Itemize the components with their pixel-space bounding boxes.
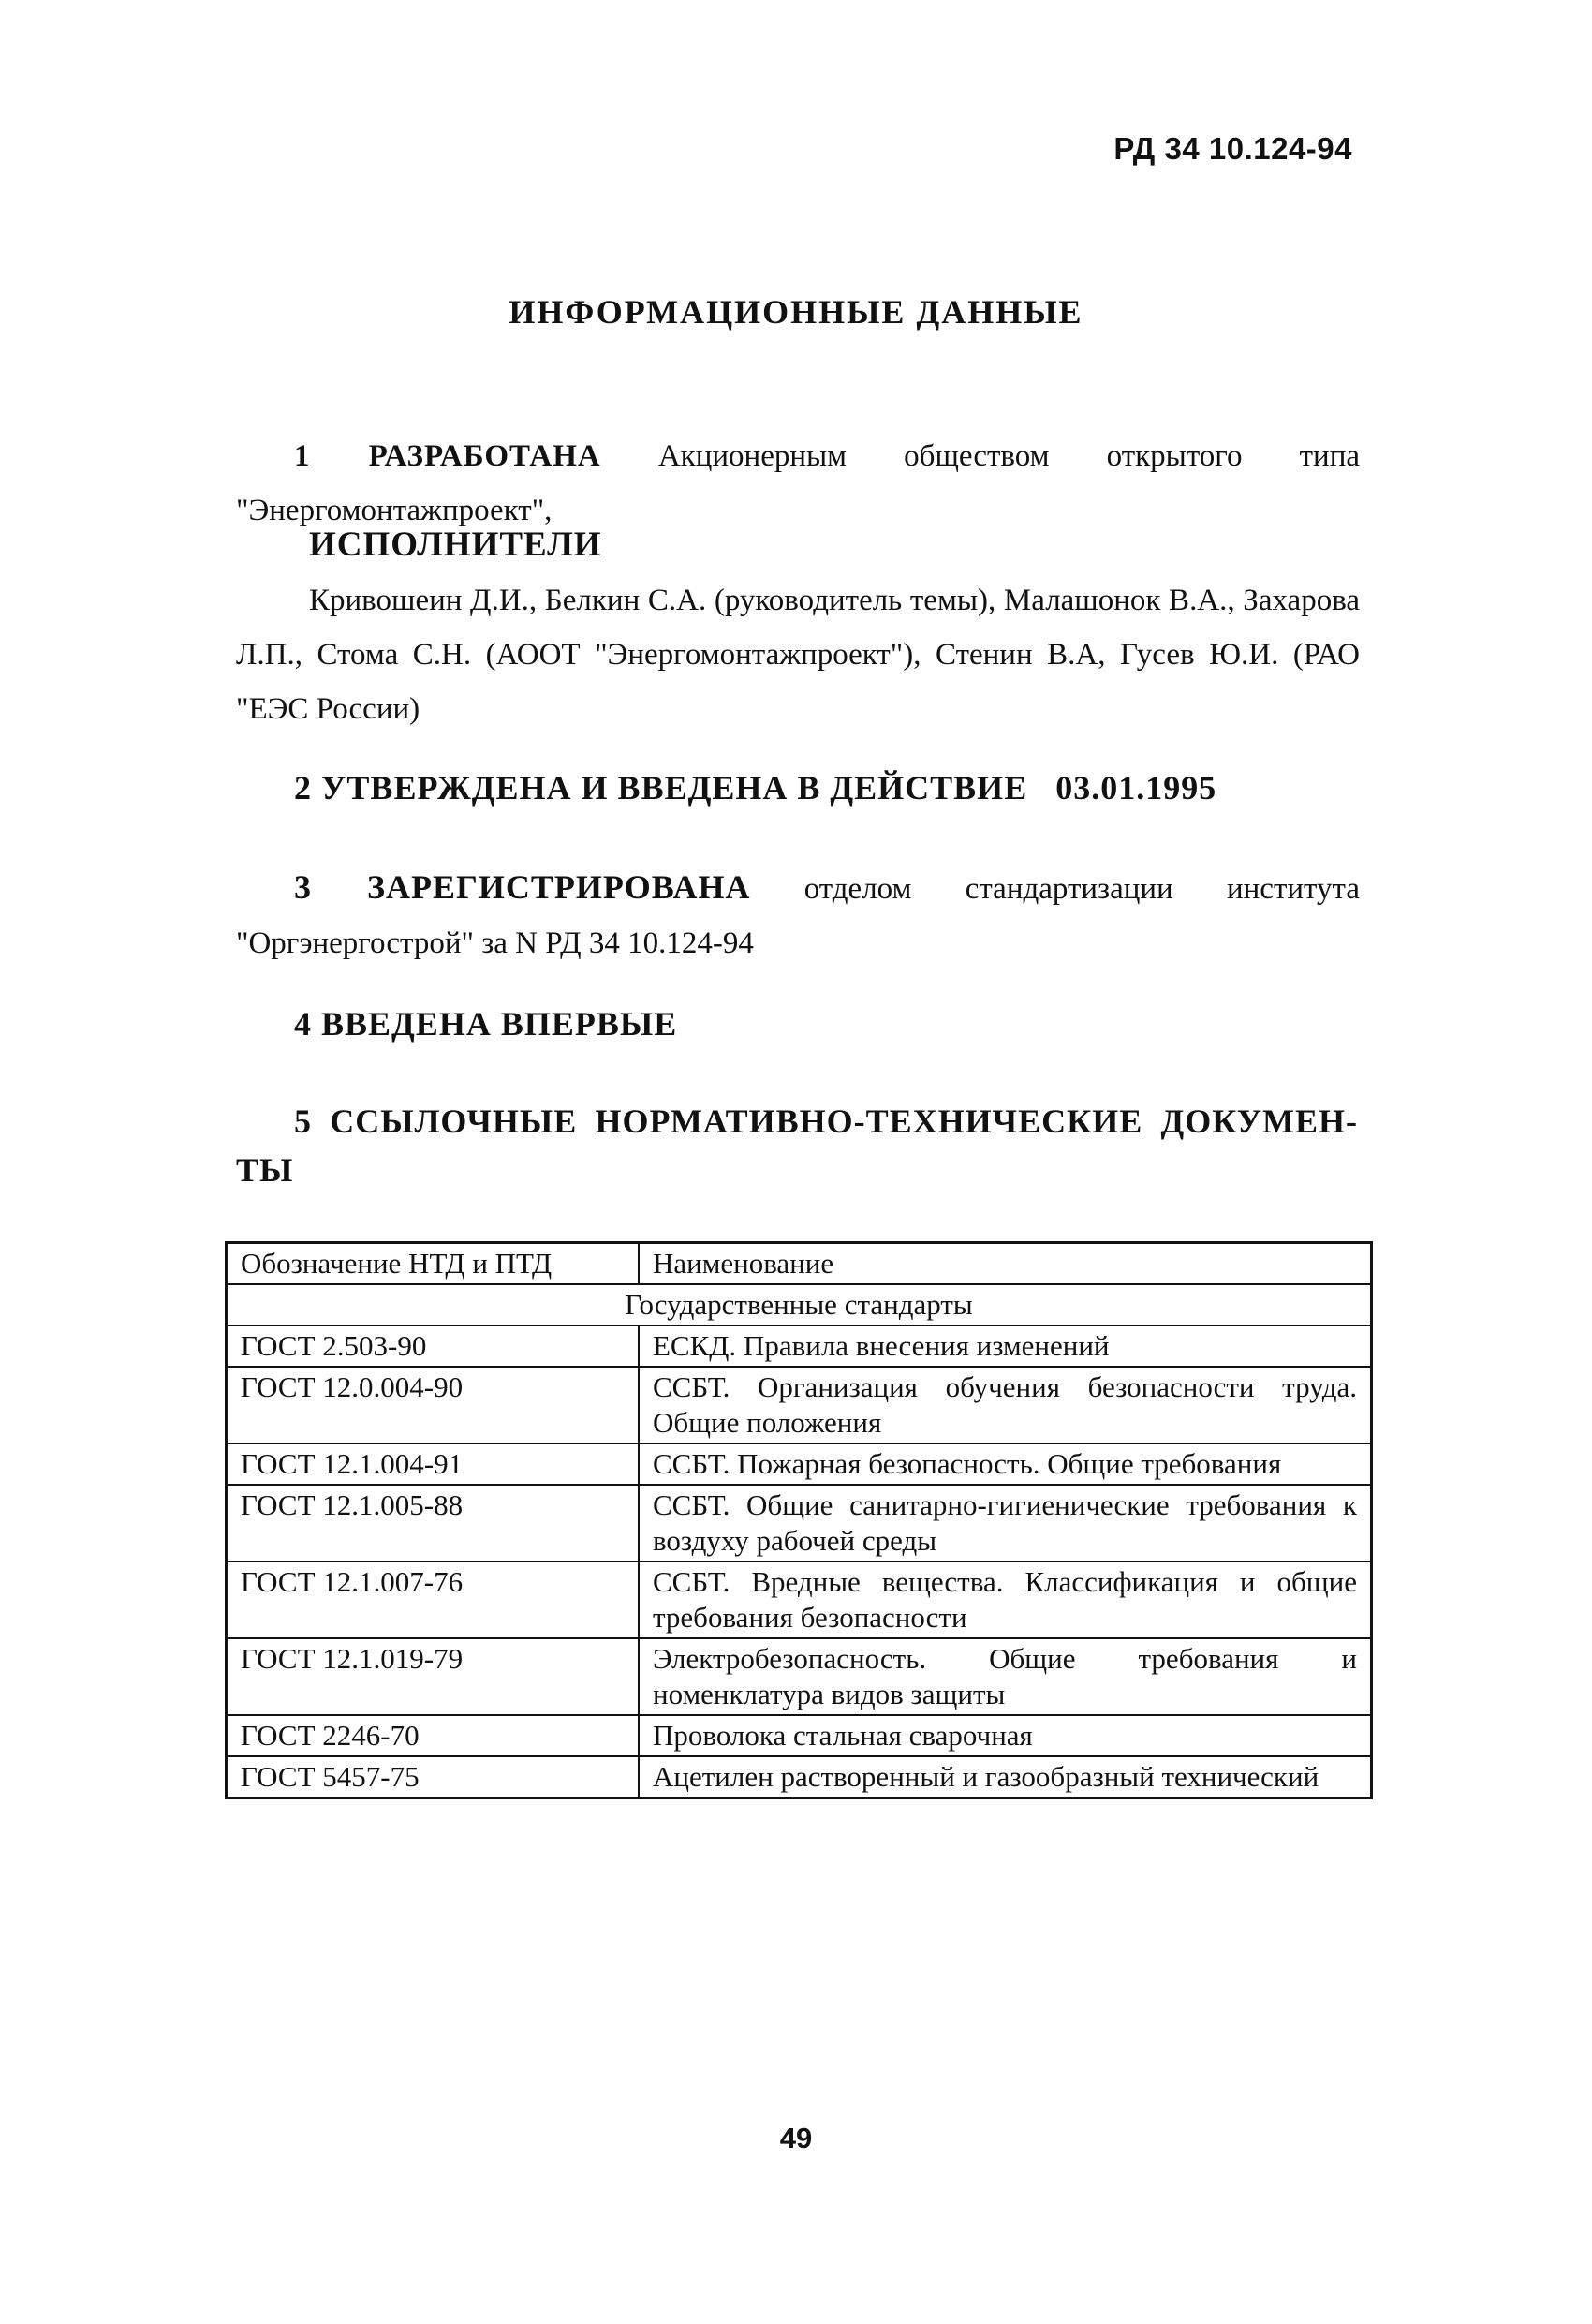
section-2-approved xyxy=(294,768,1216,807)
document-name-cell: ЕСКД. Правила внесения изменений xyxy=(639,1325,1372,1367)
table-row xyxy=(227,1715,1372,1756)
document-name-cell: ССБТ. Пожарная безопасность. Общие требования xyxy=(639,1443,1372,1485)
document-name-cell: Проволока стальная сварочная xyxy=(639,1715,1372,1756)
document-code-cell: ГОСТ 12.1.007-76 xyxy=(227,1562,640,1638)
table-header-row xyxy=(227,1243,1372,1285)
table-row xyxy=(227,1756,1372,1799)
document-code-cell: ГОСТ 2246-70 xyxy=(227,1715,640,1756)
table-row xyxy=(227,1562,1372,1638)
table-row xyxy=(227,1443,1372,1485)
document-name-cell: ССБТ. Вредные вещества. Классификация и общие требования безопасности xyxy=(639,1562,1372,1638)
document-code: РД 34 10.124-94 xyxy=(1113,131,1352,166)
table-group-row xyxy=(227,1284,1372,1325)
table-row xyxy=(227,1638,1372,1715)
document-code-cell: ГОСТ 12.1.019-79 xyxy=(227,1638,640,1715)
document-name-cell: ССБТ. Организация обучения безопасности труда. Общие положения xyxy=(639,1367,1372,1443)
section-3-text: отделом стандартизации института "Оргэнергострой" за N РД 34 10.124-94 xyxy=(236,872,1360,960)
document-code-cell: ГОСТ 5457-75 xyxy=(227,1756,640,1799)
page-title: ИНФОРМАЦИОННЫЕ ДАННЫЕ xyxy=(509,293,1083,331)
executors-list xyxy=(236,573,1360,736)
document-code-cell: ГОСТ 12.0.004-90 xyxy=(227,1367,640,1443)
document-code-cell: ГОСТ 2.503-90 xyxy=(227,1325,640,1367)
section-1-developed xyxy=(236,429,1360,538)
executors-heading: ИСПОЛНИТЕЛИ xyxy=(309,525,602,564)
document-name-cell: Ацетилен растворенный и газообразный технический xyxy=(639,1756,1372,1799)
group-label: Государственные стандарты xyxy=(227,1284,1372,1325)
table-row xyxy=(227,1367,1372,1443)
reference-documents-table xyxy=(225,1241,1373,1799)
section-1-label: 1 РАЗРАБОТАНА xyxy=(294,439,601,473)
section-1-text: Акционерным обществом открытого типа "Энергомонтажпроект", xyxy=(236,439,1361,527)
table-row xyxy=(227,1485,1372,1562)
document-code-cell: ГОСТ 12.1.005-88 xyxy=(227,1485,640,1562)
section-3-registered xyxy=(236,860,1360,970)
section-3-label: 3 ЗАРЕГИСТРИРОВАНА xyxy=(294,868,751,906)
document-code-cell: ГОСТ 12.1.004-91 xyxy=(227,1443,640,1485)
section-5-references: 5 ССЫЛОЧНЫЕ НОРМАТИВНО-ТЕХНИЧЕСКИЕ ДОКУМЕН- xyxy=(294,1103,1358,1140)
section-2-label: 2 УТВЕРЖДЕНА И ВВЕДЕНА В ДЕЙСТВИЕ xyxy=(294,769,1028,807)
section-4-first-introduced: 4 ВВЕДЕНА ВПЕРВЫЕ xyxy=(294,1005,678,1043)
document-name-cell: ССБТ. Общие санитарно-гигиенические требования к воздуху рабочей среды xyxy=(639,1485,1372,1562)
column-header-code: Обозначение НТД и ПТД xyxy=(227,1243,640,1285)
section-5-references-continued: ТЫ xyxy=(236,1151,294,1189)
table-row xyxy=(227,1325,1372,1367)
executors-text: Кривошеин Д.И., Белкин С.А. (руководитель темы), Малашонок В.А., Захарова Л.П., Стома С.Н. (АООТ "Энергомонтажпроект"), Стенин В.А, Гусев Ю.И. (РАО "ЕЭС России) xyxy=(236,584,1360,726)
column-header-name: Наименование xyxy=(639,1243,1372,1285)
section-2-date: 03.01.1995 xyxy=(1055,769,1217,807)
document-name-cell: Электробезопасность. Общие требования и номенклатура видов защиты xyxy=(639,1638,1372,1715)
page-number: 49 xyxy=(779,2122,813,2154)
